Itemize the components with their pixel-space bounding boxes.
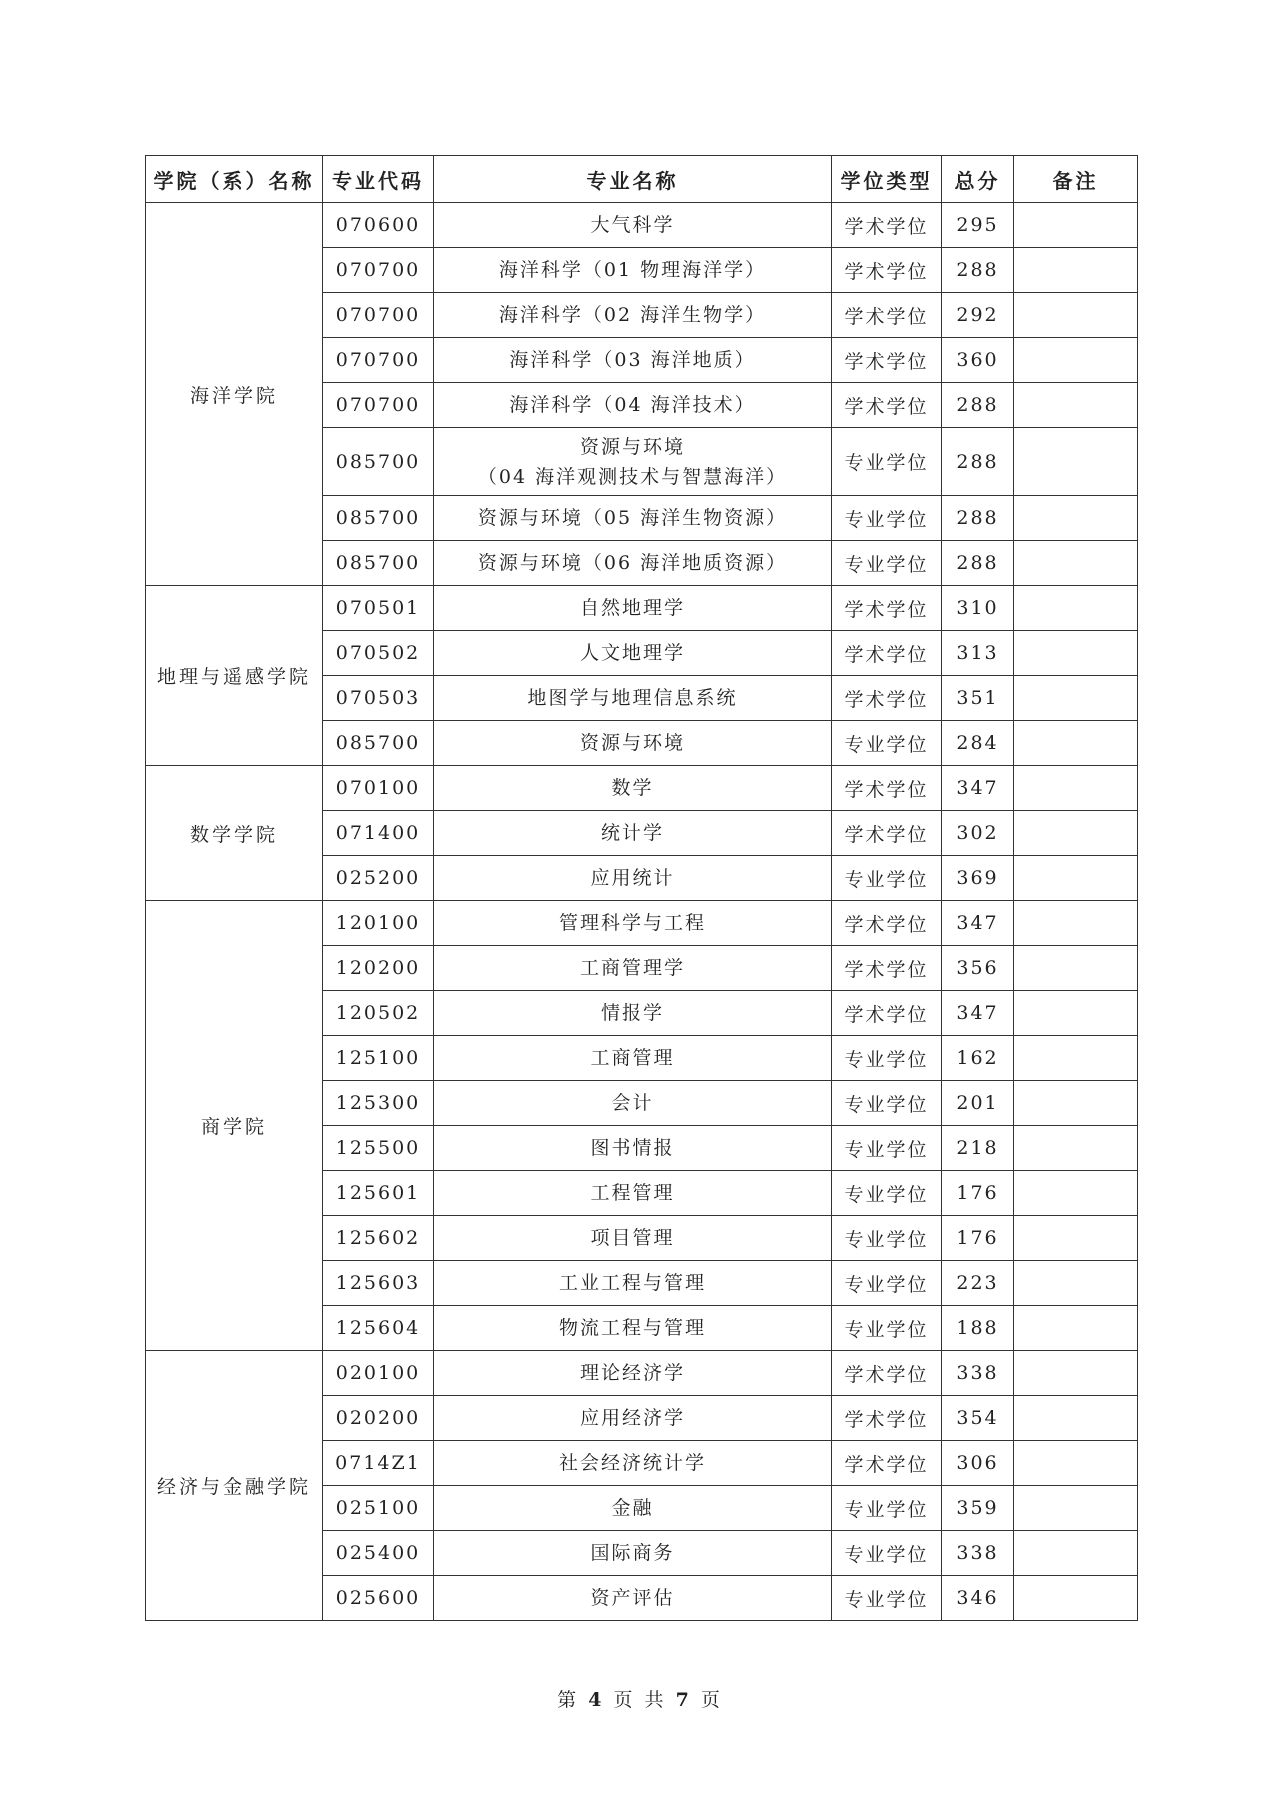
total-score-cell: 338 bbox=[942, 1351, 1014, 1396]
total-score-cell: 288 bbox=[942, 248, 1014, 293]
major-name-line: 统计学 bbox=[600, 822, 664, 844]
degree-type-cell: 学术学位 bbox=[832, 676, 942, 721]
note-cell bbox=[1014, 856, 1138, 901]
total-score-cell: 354 bbox=[942, 1396, 1014, 1441]
footer-total-pages: 7 bbox=[675, 1689, 692, 1711]
major-name-cell bbox=[434, 1081, 832, 1126]
major-code-cell: 125500 bbox=[323, 1126, 434, 1171]
major-name-cell bbox=[434, 766, 832, 811]
major-name-cell bbox=[434, 991, 832, 1036]
table-row bbox=[146, 1351, 1138, 1396]
header-degree: 学位类型 bbox=[832, 156, 942, 203]
page-footer bbox=[0, 1685, 1280, 1712]
total-score-cell: 288 bbox=[942, 383, 1014, 428]
table-body bbox=[146, 203, 1138, 1621]
total-score-cell: 313 bbox=[942, 631, 1014, 676]
major-code-cell: 085700 bbox=[323, 496, 434, 541]
degree-type-cell: 专业学位 bbox=[832, 1126, 942, 1171]
footer-page-number: 4 bbox=[588, 1689, 605, 1711]
major-name-cell bbox=[434, 428, 832, 496]
major-code-cell: 125100 bbox=[323, 1036, 434, 1081]
major-code-cell: 085700 bbox=[323, 428, 434, 496]
degree-type-cell: 专业学位 bbox=[832, 1081, 942, 1126]
major-name-cell bbox=[434, 1036, 832, 1081]
major-name-line: 工商管理 bbox=[590, 1047, 675, 1069]
total-score-cell: 176 bbox=[942, 1216, 1014, 1261]
degree-type-cell: 学术学位 bbox=[832, 811, 942, 856]
major-name-line: 社会经济统计学 bbox=[558, 1452, 706, 1474]
major-code-cell: 071400 bbox=[323, 811, 434, 856]
total-score-cell: 310 bbox=[942, 586, 1014, 631]
major-name-line: 工业工程与管理 bbox=[558, 1272, 706, 1294]
major-name-line: 自然地理学 bbox=[579, 597, 685, 619]
college-name-cell: 数学学院 bbox=[146, 766, 323, 901]
note-cell bbox=[1014, 1306, 1138, 1351]
major-name-line: 应用经济学 bbox=[579, 1407, 685, 1429]
major-code-cell: 070502 bbox=[323, 631, 434, 676]
total-score-cell: 284 bbox=[942, 721, 1014, 766]
major-code-cell: 120502 bbox=[323, 991, 434, 1036]
major-code-cell: 085700 bbox=[323, 541, 434, 586]
table-row bbox=[146, 901, 1138, 946]
note-cell bbox=[1014, 631, 1138, 676]
degree-type-cell: 学术学位 bbox=[832, 383, 942, 428]
degree-type-cell: 专业学位 bbox=[832, 1036, 942, 1081]
degree-type-cell: 专业学位 bbox=[832, 428, 942, 496]
major-name-cell bbox=[434, 631, 832, 676]
note-cell bbox=[1014, 811, 1138, 856]
major-name-cell bbox=[434, 248, 832, 293]
major-name-line: 理论经济学 bbox=[579, 1362, 685, 1384]
major-name-line: 资源与环境 bbox=[579, 435, 685, 458]
degree-type-cell: 学术学位 bbox=[832, 293, 942, 338]
major-name-cell bbox=[434, 383, 832, 428]
major-code-cell: 070700 bbox=[323, 248, 434, 293]
total-score-cell: 176 bbox=[942, 1171, 1014, 1216]
table-header-row bbox=[146, 156, 1138, 203]
note-cell bbox=[1014, 1486, 1138, 1531]
degree-type-cell: 专业学位 bbox=[832, 1531, 942, 1576]
major-code-cell: 020100 bbox=[323, 1351, 434, 1396]
major-name-line: 金融 bbox=[611, 1497, 654, 1519]
degree-type-cell: 学术学位 bbox=[832, 1351, 942, 1396]
major-name-line: 海洋科学（02 海洋生物学） bbox=[498, 304, 767, 326]
degree-type-cell: 专业学位 bbox=[832, 1486, 942, 1531]
total-score-cell: 292 bbox=[942, 293, 1014, 338]
header-score: 总分 bbox=[942, 156, 1014, 203]
major-name-line: 资源与环境（06 海洋地质资源） bbox=[477, 552, 788, 574]
total-score-cell: 162 bbox=[942, 1036, 1014, 1081]
major-name-cell bbox=[434, 901, 832, 946]
major-name-cell bbox=[434, 1576, 832, 1621]
degree-type-cell: 专业学位 bbox=[832, 496, 942, 541]
major-name-line: 会计 bbox=[611, 1092, 654, 1114]
degree-type-cell: 学术学位 bbox=[832, 338, 942, 383]
note-cell bbox=[1014, 1351, 1138, 1396]
total-score-cell: 295 bbox=[942, 203, 1014, 248]
major-name-cell bbox=[434, 811, 832, 856]
header-code: 专业代码 bbox=[323, 156, 434, 203]
major-name-line: 管理科学与工程 bbox=[558, 912, 706, 934]
major-name-cell bbox=[434, 856, 832, 901]
college-name-cell: 地理与遥感学院 bbox=[146, 586, 323, 766]
degree-type-cell: 专业学位 bbox=[832, 721, 942, 766]
major-name-cell bbox=[434, 1171, 832, 1216]
header-college: 学院（系）名称 bbox=[146, 156, 323, 203]
major-name-line: 情报学 bbox=[600, 1002, 664, 1024]
total-score-cell: 288 bbox=[942, 541, 1014, 586]
major-name-line: 大气科学 bbox=[590, 214, 675, 236]
total-score-cell: 188 bbox=[942, 1306, 1014, 1351]
major-name-line: 数学 bbox=[611, 777, 654, 799]
major-code-cell: 020200 bbox=[323, 1396, 434, 1441]
note-cell bbox=[1014, 586, 1138, 631]
total-score-cell: 223 bbox=[942, 1261, 1014, 1306]
note-cell bbox=[1014, 338, 1138, 383]
total-score-cell: 347 bbox=[942, 901, 1014, 946]
major-name-cell bbox=[434, 1216, 832, 1261]
major-code-cell: 125602 bbox=[323, 1216, 434, 1261]
major-code-cell: 070503 bbox=[323, 676, 434, 721]
major-name-line: 资产评估 bbox=[590, 1587, 675, 1609]
major-name-cell bbox=[434, 541, 832, 586]
major-name-cell bbox=[434, 1531, 832, 1576]
note-cell bbox=[1014, 766, 1138, 811]
note-cell bbox=[1014, 1531, 1138, 1576]
note-cell bbox=[1014, 1081, 1138, 1126]
college-name-cell: 经济与金融学院 bbox=[146, 1351, 323, 1621]
degree-type-cell: 学术学位 bbox=[832, 991, 942, 1036]
degree-type-cell: 专业学位 bbox=[832, 1171, 942, 1216]
major-code-cell: 125601 bbox=[323, 1171, 434, 1216]
score-table bbox=[145, 155, 1138, 1621]
total-score-cell: 288 bbox=[942, 428, 1014, 496]
major-code-cell: 025400 bbox=[323, 1531, 434, 1576]
total-score-cell: 347 bbox=[942, 766, 1014, 811]
major-name-cell bbox=[434, 338, 832, 383]
major-code-cell: 070700 bbox=[323, 338, 434, 383]
total-score-cell: 359 bbox=[942, 1486, 1014, 1531]
major-code-cell: 125604 bbox=[323, 1306, 434, 1351]
degree-type-cell: 学术学位 bbox=[832, 631, 942, 676]
note-cell bbox=[1014, 248, 1138, 293]
major-code-cell: 070700 bbox=[323, 383, 434, 428]
major-name-cell bbox=[434, 1306, 832, 1351]
major-code-cell: 120200 bbox=[323, 946, 434, 991]
major-code-cell: 085700 bbox=[323, 721, 434, 766]
major-name-cell bbox=[434, 1486, 832, 1531]
note-cell bbox=[1014, 1576, 1138, 1621]
note-cell bbox=[1014, 1216, 1138, 1261]
major-name-line: 国际商务 bbox=[590, 1542, 675, 1564]
note-cell bbox=[1014, 541, 1138, 586]
major-name-line: 人文地理学 bbox=[579, 642, 685, 664]
total-score-cell: 356 bbox=[942, 946, 1014, 991]
degree-type-cell: 学术学位 bbox=[832, 248, 942, 293]
major-code-cell: 070700 bbox=[323, 293, 434, 338]
note-cell bbox=[1014, 496, 1138, 541]
major-code-cell: 125603 bbox=[323, 1261, 434, 1306]
degree-type-cell: 学术学位 bbox=[832, 901, 942, 946]
major-name-cell bbox=[434, 721, 832, 766]
major-name-cell bbox=[434, 1396, 832, 1441]
major-name-cell bbox=[434, 586, 832, 631]
total-score-cell: 338 bbox=[942, 1531, 1014, 1576]
major-name-cell bbox=[434, 1351, 832, 1396]
degree-type-cell: 专业学位 bbox=[832, 1306, 942, 1351]
major-name-line: 资源与环境 bbox=[579, 732, 685, 754]
major-name-cell bbox=[434, 946, 832, 991]
total-score-cell: 346 bbox=[942, 1576, 1014, 1621]
major-name-line: 物流工程与管理 bbox=[558, 1317, 706, 1339]
major-name-cell bbox=[434, 293, 832, 338]
note-cell bbox=[1014, 1126, 1138, 1171]
degree-type-cell: 专业学位 bbox=[832, 1261, 942, 1306]
note-cell bbox=[1014, 203, 1138, 248]
total-score-cell: 306 bbox=[942, 1441, 1014, 1486]
major-code-cell: 070600 bbox=[323, 203, 434, 248]
major-name-line: 工程管理 bbox=[590, 1182, 675, 1204]
note-cell bbox=[1014, 901, 1138, 946]
note-cell bbox=[1014, 293, 1138, 338]
major-name-line: 海洋科学（01 物理海洋学） bbox=[498, 259, 767, 281]
table-row bbox=[146, 203, 1138, 248]
degree-type-cell: 专业学位 bbox=[832, 856, 942, 901]
degree-type-cell: 专业学位 bbox=[832, 1576, 942, 1621]
footer-prefix: 第 bbox=[557, 1689, 580, 1711]
degree-type-cell: 专业学位 bbox=[832, 1216, 942, 1261]
total-score-cell: 218 bbox=[942, 1126, 1014, 1171]
total-score-cell: 302 bbox=[942, 811, 1014, 856]
major-name-cell bbox=[434, 496, 832, 541]
note-cell bbox=[1014, 676, 1138, 721]
major-code-cell: 0714Z1 bbox=[323, 1441, 434, 1486]
note-cell bbox=[1014, 1441, 1138, 1486]
degree-type-cell: 学术学位 bbox=[832, 1396, 942, 1441]
major-name-line: 应用统计 bbox=[590, 867, 675, 889]
college-name-cell: 商学院 bbox=[146, 901, 323, 1351]
note-cell bbox=[1014, 721, 1138, 766]
degree-type-cell: 学术学位 bbox=[832, 203, 942, 248]
header-note: 备注 bbox=[1014, 156, 1138, 203]
major-name-line: 地图学与地理信息系统 bbox=[527, 687, 738, 709]
note-cell bbox=[1014, 1036, 1138, 1081]
table-row bbox=[146, 766, 1138, 811]
header-major: 专业名称 bbox=[434, 156, 832, 203]
degree-type-cell: 学术学位 bbox=[832, 766, 942, 811]
degree-type-cell: 学术学位 bbox=[832, 946, 942, 991]
major-code-cell: 070100 bbox=[323, 766, 434, 811]
total-score-cell: 369 bbox=[942, 856, 1014, 901]
major-name-cell bbox=[434, 203, 832, 248]
major-name-line: 海洋科学（03 海洋地质） bbox=[509, 349, 756, 371]
major-code-cell: 025100 bbox=[323, 1486, 434, 1531]
degree-type-cell: 学术学位 bbox=[832, 586, 942, 631]
major-name-cell bbox=[434, 1261, 832, 1306]
total-score-cell: 360 bbox=[942, 338, 1014, 383]
major-name-cell bbox=[434, 1441, 832, 1486]
footer-suffix: 页 bbox=[700, 1689, 723, 1711]
note-cell bbox=[1014, 1171, 1138, 1216]
footer-middle: 页 共 bbox=[613, 1689, 667, 1711]
major-code-cell: 025600 bbox=[323, 1576, 434, 1621]
major-code-cell: 025200 bbox=[323, 856, 434, 901]
note-cell bbox=[1014, 946, 1138, 991]
note-cell bbox=[1014, 991, 1138, 1036]
major-name-line: （04 海洋观测技术与智慧海洋） bbox=[477, 465, 788, 488]
major-name-line: 工商管理学 bbox=[579, 957, 685, 979]
major-name-line: 资源与环境（05 海洋生物资源） bbox=[477, 507, 788, 529]
total-score-cell: 288 bbox=[942, 496, 1014, 541]
note-cell bbox=[1014, 1396, 1138, 1441]
major-name-line: 图书情报 bbox=[590, 1137, 675, 1159]
total-score-cell: 201 bbox=[942, 1081, 1014, 1126]
major-name-cell bbox=[434, 676, 832, 721]
major-code-cell: 070501 bbox=[323, 586, 434, 631]
college-name-cell: 海洋学院 bbox=[146, 203, 323, 586]
note-cell bbox=[1014, 383, 1138, 428]
major-code-cell: 120100 bbox=[323, 901, 434, 946]
degree-type-cell: 学术学位 bbox=[832, 1441, 942, 1486]
total-score-cell: 351 bbox=[942, 676, 1014, 721]
note-cell bbox=[1014, 1261, 1138, 1306]
note-cell bbox=[1014, 428, 1138, 496]
degree-type-cell: 专业学位 bbox=[832, 541, 942, 586]
major-code-cell: 125300 bbox=[323, 1081, 434, 1126]
total-score-cell: 347 bbox=[942, 991, 1014, 1036]
major-name-line: 项目管理 bbox=[590, 1227, 675, 1249]
major-name-line: 海洋科学（04 海洋技术） bbox=[509, 394, 756, 416]
table-row bbox=[146, 586, 1138, 631]
major-name-cell bbox=[434, 1126, 832, 1171]
